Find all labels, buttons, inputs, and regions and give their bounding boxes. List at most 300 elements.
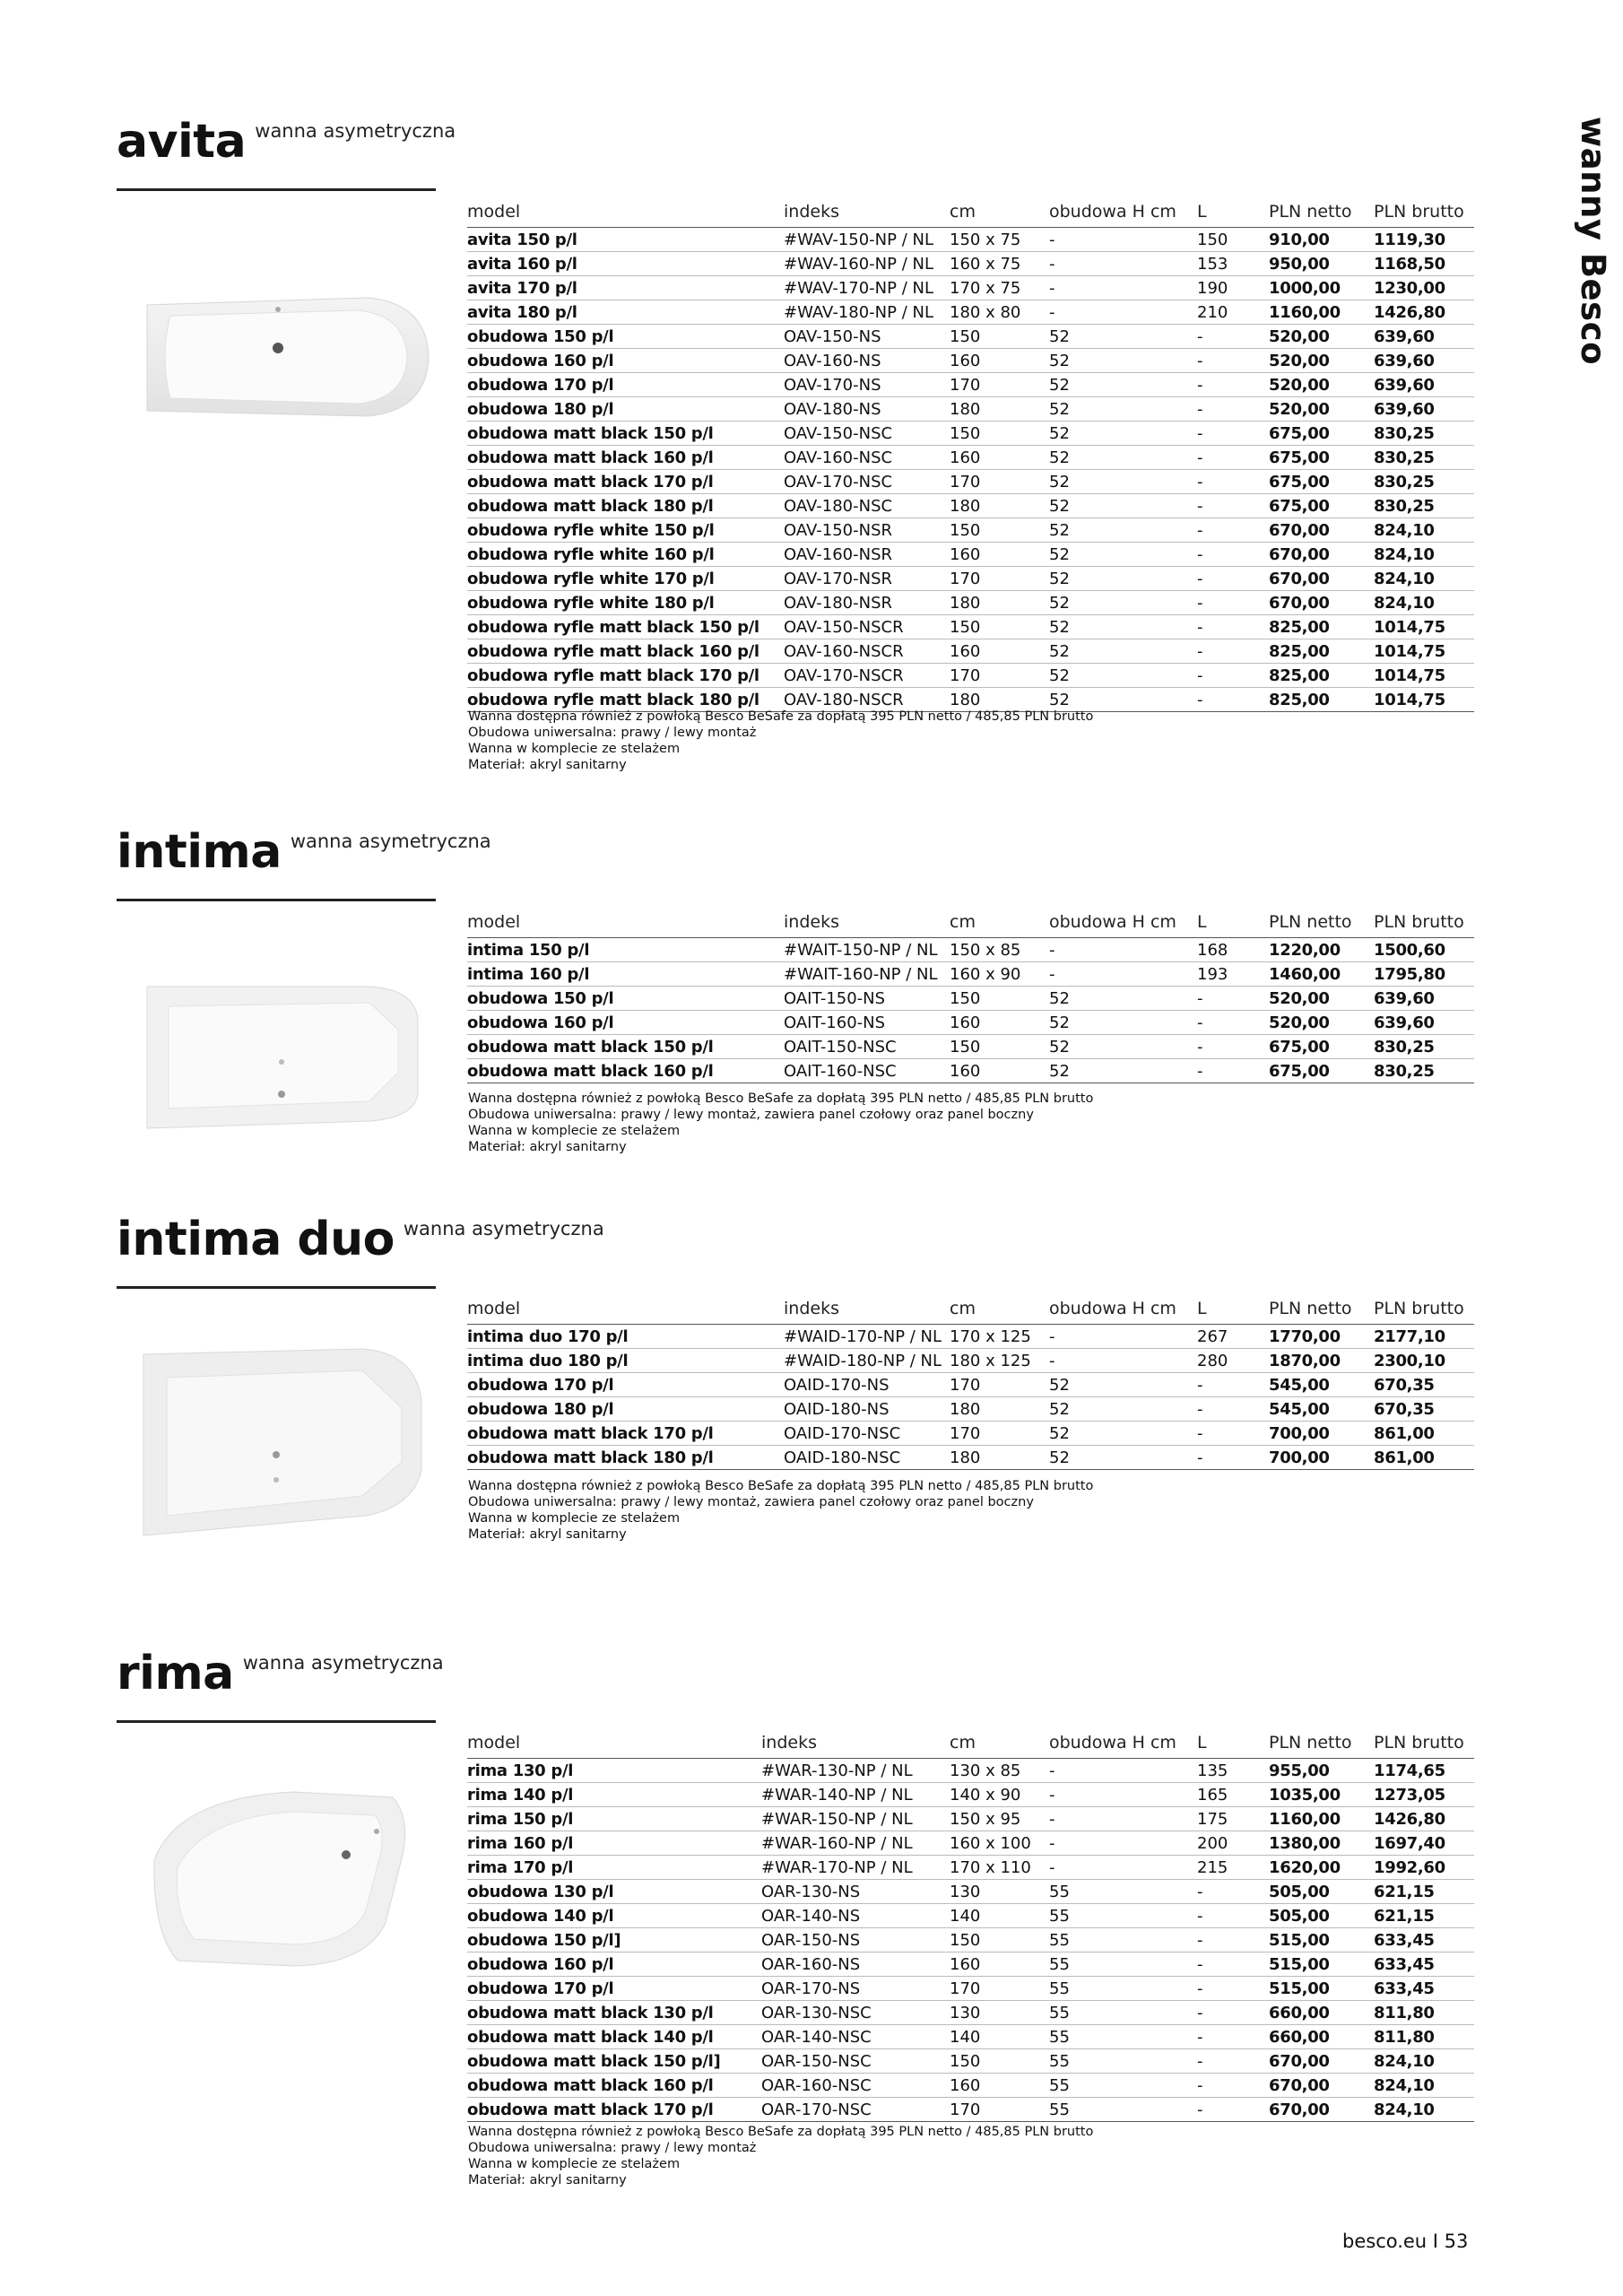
- table-cell: 824,10: [1374, 2098, 1474, 2122]
- table-cell: 55: [1049, 1952, 1197, 1977]
- table-cell: obudowa 160 p/l: [467, 349, 784, 373]
- table-cell: -: [1049, 1783, 1197, 1807]
- table-cell: -: [1197, 987, 1269, 1011]
- table-cell: 910,00: [1269, 228, 1374, 252]
- table-cell: 140: [950, 2025, 1049, 2049]
- table-cell: -: [1197, 567, 1269, 591]
- table-cell: -: [1049, 1325, 1197, 1349]
- table-cell: #WAV-180-NP / NL: [784, 300, 950, 325]
- table-cell: 670,00: [1269, 2098, 1374, 2122]
- table-cell: rima 130 p/l: [467, 1759, 761, 1783]
- table-cell: 52: [1049, 373, 1197, 397]
- table-row: [467, 1422, 1474, 1446]
- table-row: [467, 1856, 1474, 1880]
- table-cell: -: [1197, 349, 1269, 373]
- column-header: obudowa H cm: [1049, 200, 1197, 228]
- table-cell: 1992,60: [1374, 1856, 1474, 1880]
- table-cell: OAR-160-NS: [761, 1952, 950, 1977]
- page-footer: besco.eu I 53: [1342, 2231, 1469, 2252]
- table-cell: -: [1197, 494, 1269, 518]
- table-cell: 52: [1049, 1422, 1197, 1446]
- notes: [468, 1091, 1093, 1155]
- table-row: [467, 543, 1474, 567]
- table-cell: 170: [950, 567, 1049, 591]
- table-cell: 2300,10: [1374, 1349, 1474, 1373]
- table-cell: OAIT-160-NS: [784, 1011, 950, 1035]
- note-line: Obudowa uniwersalna: prawy / lewy montaż, zawiera panel czołowy oraz panel boczny: [468, 1108, 1034, 1122]
- table-cell: OAID-180-NSC: [784, 1446, 950, 1470]
- table-cell: OAV-160-NSCR: [784, 639, 950, 664]
- table-cell: 52: [1049, 325, 1197, 349]
- table-row: [467, 591, 1474, 615]
- table-cell: 1014,75: [1374, 615, 1474, 639]
- table-row: [467, 1759, 1474, 1783]
- table-row: [467, 2098, 1474, 2122]
- table-cell: -: [1197, 615, 1269, 639]
- section-heading: [117, 1213, 604, 1266]
- table-cell: -: [1049, 300, 1197, 325]
- table-cell: obudowa 170 p/l: [467, 373, 784, 397]
- table-cell: 52: [1049, 470, 1197, 494]
- table-cell: 520,00: [1269, 987, 1374, 1011]
- table-cell: 150: [1197, 228, 1269, 252]
- table-header-row: [467, 1731, 1474, 1759]
- table-cell: 824,10: [1374, 2074, 1474, 2098]
- table-cell: 52: [1049, 543, 1197, 567]
- table-cell: 180: [950, 1397, 1049, 1422]
- column-header: model: [467, 1297, 784, 1325]
- table-cell: 140 x 90: [950, 1783, 1049, 1807]
- table-cell: 55: [1049, 1928, 1197, 1952]
- title-rule: [117, 188, 436, 191]
- table-cell: 55: [1049, 1880, 1197, 1904]
- table-cell: avita 160 p/l: [467, 252, 784, 276]
- table-cell: -: [1197, 446, 1269, 470]
- note-line: Wanna w komplecie ze stelażem: [468, 2157, 681, 2171]
- table-cell: 825,00: [1269, 615, 1374, 639]
- table-cell: 824,10: [1374, 543, 1474, 567]
- column-header: indeks: [761, 1731, 950, 1759]
- table-cell: 52: [1049, 639, 1197, 664]
- table-cell: 52: [1049, 664, 1197, 688]
- table-cell: obudowa 180 p/l: [467, 1397, 784, 1422]
- table-cell: -: [1197, 1059, 1269, 1083]
- table-cell: 52: [1049, 518, 1197, 543]
- table-cell: -: [1197, 1977, 1269, 2001]
- table-cell: 160: [950, 1952, 1049, 1977]
- table-cell: -: [1197, 543, 1269, 567]
- table-cell: #WAV-150-NP / NL: [784, 228, 950, 252]
- bathtub-image: [145, 983, 420, 1130]
- table-cell: obudowa matt black 180 p/l: [467, 494, 784, 518]
- column-header: PLN brutto: [1374, 910, 1474, 938]
- column-header: PLN brutto: [1374, 200, 1474, 228]
- table-cell: -: [1197, 397, 1269, 422]
- table-row: [467, 987, 1474, 1011]
- table-cell: 130: [950, 2001, 1049, 2025]
- table-cell: 150 x 75: [950, 228, 1049, 252]
- table-cell: #WAV-170-NP / NL: [784, 276, 950, 300]
- table-cell: intima duo 170 p/l: [467, 1325, 784, 1349]
- table-cell: 55: [1049, 2049, 1197, 2074]
- table-cell: 193: [1197, 962, 1269, 987]
- table-cell: 2177,10: [1374, 1325, 1474, 1349]
- table-cell: 170 x 125: [950, 1325, 1049, 1349]
- table-cell: OAR-140-NS: [761, 1904, 950, 1928]
- table-row: [467, 1349, 1474, 1373]
- table-cell: 1500,60: [1374, 938, 1474, 962]
- table-cell: -: [1197, 1880, 1269, 1904]
- table-cell: OAID-170-NS: [784, 1373, 950, 1397]
- table-cell: 639,60: [1374, 397, 1474, 422]
- section-heading: [117, 825, 491, 879]
- table-cell: 52: [1049, 1059, 1197, 1083]
- table-cell: OAIT-150-NS: [784, 987, 950, 1011]
- table-cell: 1697,40: [1374, 1831, 1474, 1856]
- table-cell: 1160,00: [1269, 1807, 1374, 1831]
- table-row: [467, 1397, 1474, 1422]
- table-cell: intima duo 180 p/l: [467, 1349, 784, 1373]
- table-cell: obudowa matt black 150 p/l: [467, 1035, 784, 1059]
- table-cell: 150 x 85: [950, 938, 1049, 962]
- table-cell: 1014,75: [1374, 688, 1474, 712]
- table-cell: intima 150 p/l: [467, 938, 784, 962]
- table-cell: 520,00: [1269, 397, 1374, 422]
- table-row: [467, 446, 1474, 470]
- table-row: [467, 2074, 1474, 2098]
- note-line: Materiał: akryl sanitarny: [468, 2173, 627, 2187]
- table-cell: 150: [950, 615, 1049, 639]
- table-cell: 830,25: [1374, 1059, 1474, 1083]
- table-cell: obudowa matt black 160 p/l: [467, 2074, 761, 2098]
- notes: [468, 2124, 1093, 2188]
- table-row: [467, 1011, 1474, 1035]
- table-cell: -: [1197, 422, 1269, 446]
- table-row: [467, 1373, 1474, 1397]
- table-cell: OAR-130-NSC: [761, 2001, 950, 2025]
- table-cell: 1119,30: [1374, 228, 1474, 252]
- table-cell: 150: [950, 1928, 1049, 1952]
- table-row: [467, 664, 1474, 688]
- table-cell: 55: [1049, 2001, 1197, 2025]
- title-rule: [117, 1286, 436, 1289]
- column-header: indeks: [784, 1297, 950, 1325]
- table-cell: 160: [950, 349, 1049, 373]
- table-cell: -: [1197, 2001, 1269, 2025]
- table-cell: 160 x 100: [950, 1831, 1049, 1856]
- table-cell: obudowa ryfle white 180 p/l: [467, 591, 784, 615]
- table-cell: 190: [1197, 276, 1269, 300]
- table-cell: 160: [950, 2074, 1049, 2098]
- table-cell: OAV-160-NSC: [784, 446, 950, 470]
- table-cell: 811,80: [1374, 2025, 1474, 2049]
- table-row: [467, 2049, 1474, 2074]
- column-header: cm: [950, 1731, 1049, 1759]
- table-cell: 1000,00: [1269, 276, 1374, 300]
- table-cell: 639,60: [1374, 373, 1474, 397]
- table-cell: 168: [1197, 938, 1269, 962]
- note-line: Materiał: akryl sanitarny: [468, 1527, 627, 1542]
- table-cell: 52: [1049, 1446, 1197, 1470]
- table-cell: -: [1197, 2049, 1269, 2074]
- table-cell: 639,60: [1374, 349, 1474, 373]
- table-cell: 180: [950, 397, 1049, 422]
- table-cell: 150: [950, 987, 1049, 1011]
- spec-table: [467, 200, 1474, 712]
- table-cell: OAV-180-NS: [784, 397, 950, 422]
- title-rule: [117, 899, 436, 901]
- table-cell: obudowa 170 p/l: [467, 1373, 784, 1397]
- table-cell: #WAIT-160-NP / NL: [784, 962, 950, 987]
- table-cell: 670,00: [1269, 567, 1374, 591]
- table-cell: 52: [1049, 1035, 1197, 1059]
- table-cell: 1870,00: [1269, 1349, 1374, 1373]
- table-cell: -: [1197, 1952, 1269, 1977]
- table-row: [467, 1904, 1474, 1928]
- table-cell: OAID-170-NSC: [784, 1422, 950, 1446]
- side-label: wanny Besco: [1574, 117, 1612, 366]
- table-cell: 1795,80: [1374, 962, 1474, 987]
- table-row: [467, 373, 1474, 397]
- note-line: Obudowa uniwersalna: prawy / lewy montaż: [468, 2141, 757, 2155]
- table-cell: 130 x 85: [950, 1759, 1049, 1783]
- table-cell: #WAR-150-NP / NL: [761, 1807, 950, 1831]
- table-cell: 825,00: [1269, 639, 1374, 664]
- table-cell: 633,45: [1374, 1928, 1474, 1952]
- table-cell: 861,00: [1374, 1446, 1474, 1470]
- table-cell: -: [1197, 373, 1269, 397]
- table-cell: -: [1049, 1831, 1197, 1856]
- table-cell: 170: [950, 470, 1049, 494]
- table-cell: -: [1197, 1446, 1269, 1470]
- table-row: [467, 1783, 1474, 1807]
- section-title: rima: [117, 1647, 234, 1700]
- bathtub-image: [143, 294, 430, 420]
- table-cell: -: [1197, 1397, 1269, 1422]
- column-header: PLN brutto: [1374, 1297, 1474, 1325]
- table-cell: 52: [1049, 688, 1197, 712]
- column-header: model: [467, 1731, 761, 1759]
- table-cell: 160: [950, 1059, 1049, 1083]
- table-cell: 621,15: [1374, 1880, 1474, 1904]
- column-header: model: [467, 200, 784, 228]
- table-cell: 160: [950, 639, 1049, 664]
- table-cell: 52: [1049, 987, 1197, 1011]
- table-cell: 670,35: [1374, 1373, 1474, 1397]
- table-cell: -: [1197, 1422, 1269, 1446]
- table-cell: -: [1197, 1373, 1269, 1397]
- bathtub-image: [142, 1345, 429, 1539]
- section-title: intima duo: [117, 1213, 395, 1266]
- table-cell: 633,45: [1374, 1952, 1474, 1977]
- table-cell: 52: [1049, 1397, 1197, 1422]
- note-line: Obudowa uniwersalna: prawy / lewy montaż: [468, 726, 757, 740]
- table-row: [467, 567, 1474, 591]
- table-cell: -: [1197, 1011, 1269, 1035]
- table-cell: avita 150 p/l: [467, 228, 784, 252]
- table-cell: 1220,00: [1269, 938, 1374, 962]
- column-header: cm: [950, 200, 1049, 228]
- table-cell: 670,00: [1269, 2049, 1374, 2074]
- table-cell: -: [1197, 1035, 1269, 1059]
- column-header: PLN netto: [1269, 200, 1374, 228]
- table-cell: 830,25: [1374, 1035, 1474, 1059]
- column-header: obudowa H cm: [1049, 1297, 1197, 1325]
- table-cell: OAIT-150-NSC: [784, 1035, 950, 1059]
- table-cell: OAR-140-NSC: [761, 2025, 950, 2049]
- table-cell: 180 x 125: [950, 1349, 1049, 1373]
- table-cell: 515,00: [1269, 1977, 1374, 2001]
- spec-table: [467, 1297, 1474, 1470]
- section-title: avita: [117, 115, 247, 169]
- table-cell: 955,00: [1269, 1759, 1374, 1783]
- table-cell: -: [1197, 688, 1269, 712]
- table-cell: obudowa ryfle matt black 180 p/l: [467, 688, 784, 712]
- column-header: obudowa H cm: [1049, 1731, 1197, 1759]
- table-cell: -: [1197, 664, 1269, 688]
- table-cell: 675,00: [1269, 470, 1374, 494]
- table-cell: 824,10: [1374, 567, 1474, 591]
- table-cell: intima 160 p/l: [467, 962, 784, 987]
- table-cell: 55: [1049, 2074, 1197, 2098]
- table-cell: OAV-170-NSR: [784, 567, 950, 591]
- table-cell: #WAR-170-NP / NL: [761, 1856, 950, 1880]
- title-rule: [117, 1720, 436, 1723]
- table-cell: obudowa 150 p/l: [467, 325, 784, 349]
- table-cell: 1160,00: [1269, 300, 1374, 325]
- section-heading: [117, 1647, 444, 1700]
- table-cell: 675,00: [1269, 446, 1374, 470]
- table-row: [467, 325, 1474, 349]
- table-cell: obudowa matt black 170 p/l: [467, 2098, 761, 2122]
- table-cell: 160 x 90: [950, 962, 1049, 987]
- table-row: [467, 962, 1474, 987]
- table-cell: OAV-160-NS: [784, 349, 950, 373]
- table-cell: obudowa 140 p/l: [467, 1904, 761, 1928]
- column-header: L: [1197, 1297, 1269, 1325]
- table-cell: 55: [1049, 2098, 1197, 2122]
- column-header: indeks: [784, 200, 950, 228]
- table-cell: -: [1197, 2025, 1269, 2049]
- table-row: [467, 1977, 1474, 2001]
- note-line: Obudowa uniwersalna: prawy / lewy montaż, zawiera panel czołowy oraz panel boczny: [468, 1495, 1034, 1509]
- note-line: Materiał: akryl sanitarny: [468, 1140, 627, 1154]
- table-cell: OAV-150-NS: [784, 325, 950, 349]
- table-cell: 675,00: [1269, 494, 1374, 518]
- column-header: L: [1197, 1731, 1269, 1759]
- table-cell: 150 x 95: [950, 1807, 1049, 1831]
- section-subtitle: wanna asymetryczna: [403, 1218, 604, 1239]
- table-cell: 633,45: [1374, 1977, 1474, 2001]
- table-cell: #WAV-160-NP / NL: [784, 252, 950, 276]
- table-cell: 505,00: [1269, 1904, 1374, 1928]
- table-cell: 175: [1197, 1807, 1269, 1831]
- table-cell: 52: [1049, 494, 1197, 518]
- table-cell: -: [1049, 1759, 1197, 1783]
- table-cell: OAR-170-NSC: [761, 2098, 950, 2122]
- table-row: [467, 639, 1474, 664]
- table-cell: 520,00: [1269, 325, 1374, 349]
- table-cell: -: [1049, 962, 1197, 987]
- table-cell: 1230,00: [1374, 276, 1474, 300]
- table-cell: OAR-150-NS: [761, 1928, 950, 1952]
- spec-table: [467, 910, 1474, 1083]
- table-cell: 811,80: [1374, 2001, 1474, 2025]
- column-header: model: [467, 910, 784, 938]
- table-cell: 55: [1049, 1904, 1197, 1928]
- table-cell: -: [1197, 639, 1269, 664]
- table-cell: #WAR-130-NP / NL: [761, 1759, 950, 1783]
- table-cell: 830,25: [1374, 494, 1474, 518]
- table-row: [467, 470, 1474, 494]
- table-cell: 825,00: [1269, 664, 1374, 688]
- table-cell: OAV-180-NSR: [784, 591, 950, 615]
- table-cell: 200: [1197, 1831, 1269, 1856]
- section-title: intima: [117, 825, 282, 879]
- table-cell: 675,00: [1269, 1059, 1374, 1083]
- table-cell: 180: [950, 1446, 1049, 1470]
- table-cell: 52: [1049, 567, 1197, 591]
- table-cell: 825,00: [1269, 688, 1374, 712]
- table-cell: 210: [1197, 300, 1269, 325]
- table-cell: obudowa matt black 140 p/l: [467, 2025, 761, 2049]
- note-line: Wanna w komplecie ze stelażem: [468, 742, 681, 756]
- table-cell: 170: [950, 1422, 1049, 1446]
- table-cell: OAID-180-NS: [784, 1397, 950, 1422]
- table-cell: -: [1197, 518, 1269, 543]
- table-cell: rima 170 p/l: [467, 1856, 761, 1880]
- note-line: Wanna w komplecie ze stelażem: [468, 1124, 681, 1138]
- table-cell: 675,00: [1269, 422, 1374, 446]
- table-cell: -: [1197, 325, 1269, 349]
- table-row: [467, 494, 1474, 518]
- table-cell: 52: [1049, 615, 1197, 639]
- table-cell: -: [1197, 1904, 1269, 1928]
- table-cell: obudowa 170 p/l: [467, 1977, 761, 2001]
- table-cell: obudowa 130 p/l: [467, 1880, 761, 1904]
- table-cell: 1426,80: [1374, 1807, 1474, 1831]
- table-row: [467, 2025, 1474, 2049]
- table-cell: 1620,00: [1269, 1856, 1374, 1880]
- table-cell: OAV-170-NS: [784, 373, 950, 397]
- table-cell: 830,25: [1374, 422, 1474, 446]
- table-cell: obudowa 160 p/l: [467, 1011, 784, 1035]
- table-cell: obudowa matt black 160 p/l: [467, 446, 784, 470]
- table-cell: -: [1049, 1349, 1197, 1373]
- table-cell: 830,25: [1374, 446, 1474, 470]
- table-cell: OAV-150-NSCR: [784, 615, 950, 639]
- table-cell: 160: [950, 543, 1049, 567]
- table-cell: 170: [950, 1373, 1049, 1397]
- table-header-row: [467, 200, 1474, 228]
- table-cell: -: [1197, 470, 1269, 494]
- column-header: PLN netto: [1269, 910, 1374, 938]
- table-cell: 150: [950, 325, 1049, 349]
- table-cell: 215: [1197, 1856, 1269, 1880]
- note-line: Wanna dostępna również z powłoką Besco BeSafe za dopłatą 395 PLN netto / 485,85 PLN brutto: [468, 2125, 1094, 2139]
- table-cell: obudowa matt black 180 p/l: [467, 1446, 784, 1470]
- table-cell: #WAR-140-NP / NL: [761, 1783, 950, 1807]
- table-cell: -: [1049, 1856, 1197, 1880]
- table-cell: 824,10: [1374, 2049, 1474, 2074]
- notes: [468, 1478, 1093, 1543]
- table-cell: OAR-130-NS: [761, 1880, 950, 1904]
- table-cell: 670,00: [1269, 591, 1374, 615]
- column-header: indeks: [784, 910, 950, 938]
- table-row: [467, 1325, 1474, 1349]
- table-cell: 55: [1049, 1977, 1197, 2001]
- column-header: cm: [950, 1297, 1049, 1325]
